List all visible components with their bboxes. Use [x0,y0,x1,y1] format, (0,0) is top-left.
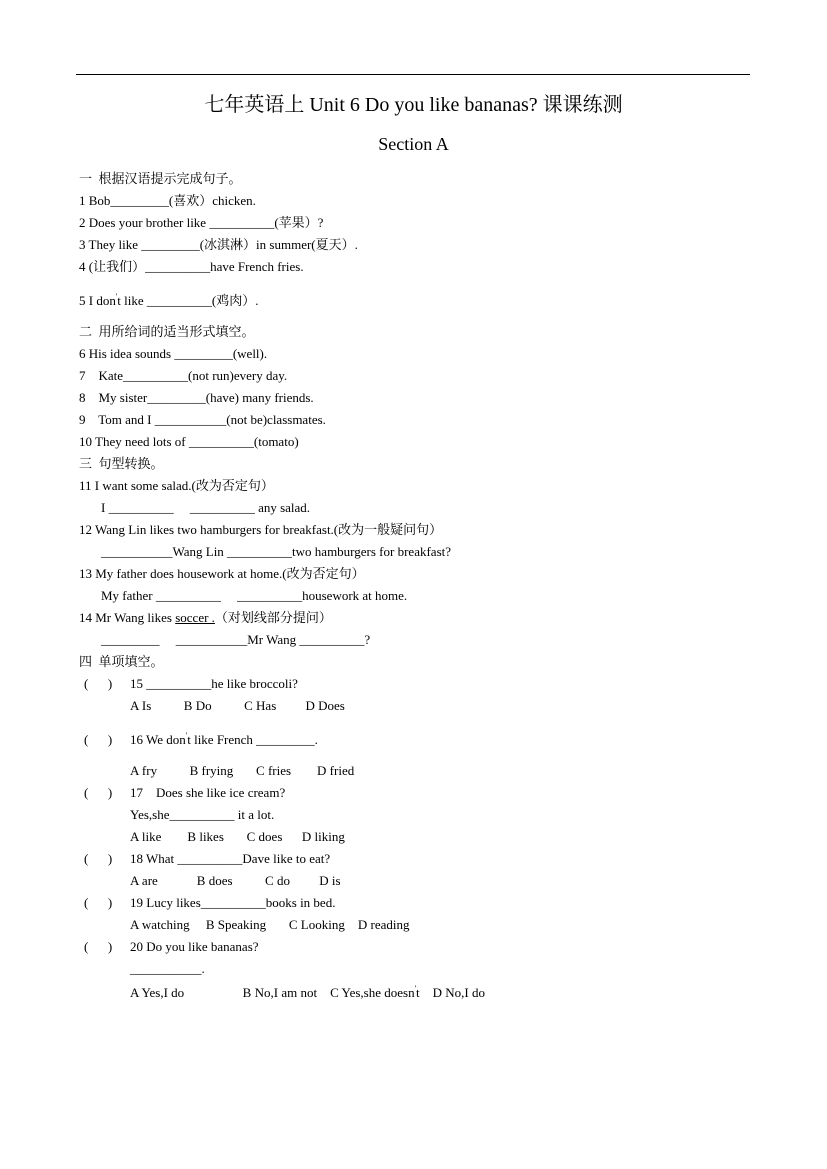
question-12-answer: ___________Wang Lin __________two hamburgers for breakfast? [101,544,452,559]
part4-heading: 四 单项填空。 [79,654,164,669]
question-19-options: A watching B Speaking C Looking D reading [130,917,410,932]
question-14: 14 Mr Wang likes soccer .（对划线部分提问） [79,610,332,625]
section-title: Section A [378,134,449,154]
question-20: 20 Do you like bananas? [130,939,259,954]
question-9: 9 Tom and I ___________(not be)classmates. [79,412,326,427]
question-17-options: A like B likes C does D liking [130,829,345,844]
question-15-options: A Is B Do C Has D Does [130,698,345,713]
answer-bracket: ( ) [84,895,113,910]
question-14-answer: _________ ___________Mr Wang __________? [101,632,371,647]
question-19: 19 Lucy likes__________books in bed. [130,895,336,910]
question-4: 4 (让我们）__________have French fries. [79,259,304,274]
question-11: 11 I want some salad.(改为否定句） [79,478,274,493]
question-16-options: A fry B frying C fries D fried [130,763,355,778]
answer-bracket: ( ) [84,732,113,747]
question-2: 2 Does your brother like __________(苹果）? [79,215,324,230]
question-16: 16 We don't like French _________. [130,731,318,747]
question-10: 10 They need lots of __________(tomato) [79,434,299,449]
question-15: 15 __________he like broccoli? [130,676,298,691]
question-17: 17 Does she like ice cream? [130,785,286,800]
question-6: 6 His idea sounds _________(well). [79,346,268,361]
question-8: 8 My sister_________(have) many friends. [79,390,314,405]
part3-heading: 三 句型转换。 [79,456,164,471]
question-3: 3 They like _________(冰淇淋）in summer(夏天）. [79,237,358,252]
question-12: 12 Wang Lin likes two hamburgers for breakfast.(改为一般疑问句） [79,522,443,537]
underlined-word: soccer . [175,610,215,625]
answer-bracket: ( ) [84,785,113,800]
question-13: 13 My father does housework at home.(改为否定句） [79,566,365,581]
question-20-line2: ___________. [130,961,205,976]
answer-bracket: ( ) [84,676,113,691]
question-17-line2: Yes,she__________ it a lot. [130,807,275,822]
part2-heading: 二 用所给词的适当形式填空。 [79,324,255,339]
question-1: 1 Bob_________(喜欢）chicken. [79,193,256,208]
answer-bracket: ( ) [84,939,113,954]
question-5: 5 I don't like __________(鸡肉）. [79,292,259,308]
page-title: 七年英语上 Unit 6 Do you like bananas? 课课练测 [204,94,623,116]
header-rule [76,74,750,75]
question-20-options: A Yes,I do B No,I am not C Yes,she doesn't D No,I do [130,984,485,1000]
part1-heading: 一 根据汉语提示完成句子。 [79,171,242,186]
question-11-answer: I __________ __________ any salad. [101,500,311,515]
question-13-answer: My father __________ __________housework at home. [101,588,408,603]
question-7: 7 Kate__________(not run)every day. [79,368,288,383]
answer-bracket: ( ) [84,851,113,866]
question-18-options: A are B does C do D is [130,873,341,888]
question-18: 18 What __________Dave like to eat? [130,851,331,866]
